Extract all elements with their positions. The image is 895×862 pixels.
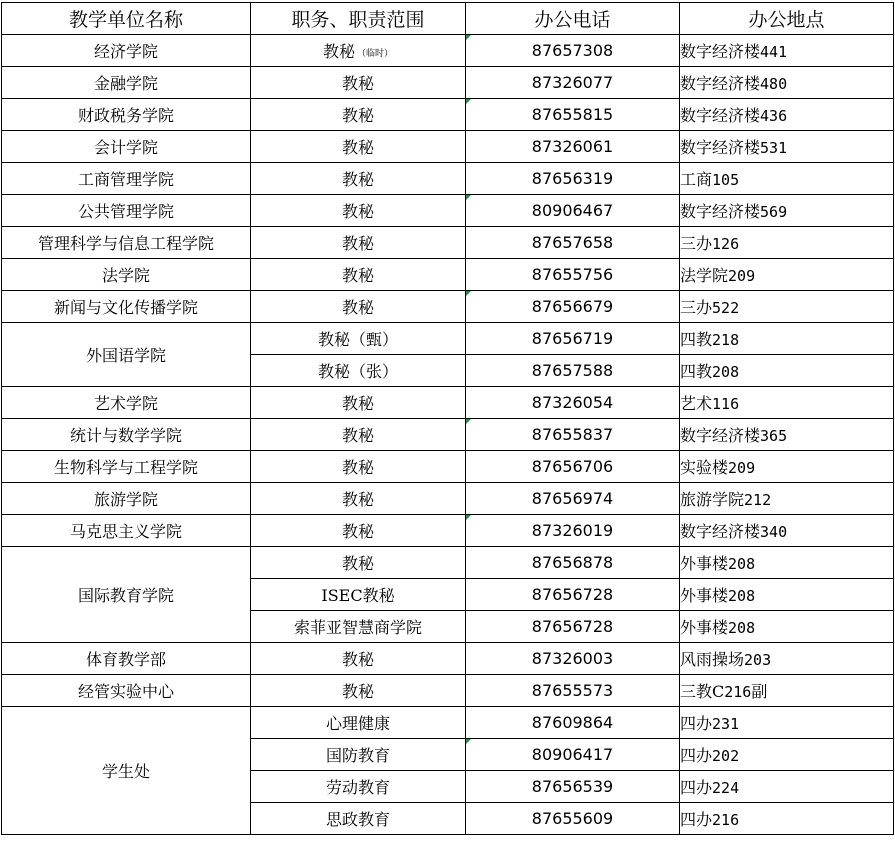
role-cell: 索菲亚智慧商学院 <box>251 611 466 643</box>
location-number: 441 <box>760 43 788 61</box>
role-cell: 教秘 <box>251 227 466 259</box>
unit-cell: 体育教学部 <box>2 643 251 675</box>
location-text: 四办 <box>680 746 713 765</box>
phone-cell: 87655756 <box>466 259 680 291</box>
table-row <box>2 99 894 131</box>
table-row <box>2 387 894 419</box>
location-text: 数字经济楼 <box>680 74 761 93</box>
table-row <box>2 419 894 451</box>
location-text: 四办 <box>680 714 713 733</box>
role-cell: 教秘 <box>251 675 466 707</box>
phone-cell: 87657588 <box>466 355 680 387</box>
location-cell <box>680 483 894 515</box>
location-cell <box>680 515 894 547</box>
unit-cell: 艺术学院 <box>2 387 251 419</box>
location-number: 365 <box>760 427 788 445</box>
location-number: 218 <box>712 331 740 349</box>
location-number: 224 <box>712 779 740 797</box>
unit-cell: 生物科学与工程学院 <box>2 451 251 483</box>
location-text: 旅游学院 <box>680 490 745 509</box>
role-cell: 教秘 <box>251 195 466 227</box>
location-cell <box>680 195 894 227</box>
unit-cell: 工商管理学院 <box>2 163 251 195</box>
role-cell <box>251 35 466 67</box>
location-cell <box>680 67 894 99</box>
location-cell <box>680 579 894 611</box>
location-text: 数字经济楼 <box>680 426 761 445</box>
unit-cell: 经济学院 <box>2 35 251 67</box>
phone-cell: 87656719 <box>466 323 680 355</box>
role-cell: 思政教育 <box>251 803 466 835</box>
location-number: 212 <box>744 491 772 509</box>
table-row <box>2 451 894 483</box>
unit-cell: 会计学院 <box>2 131 251 163</box>
phone-cell: 87657308 <box>466 35 680 67</box>
phone-cell: 87656878 <box>466 547 680 579</box>
location-text: 三办 <box>680 298 713 317</box>
phone-cell: 87656679 <box>466 291 680 323</box>
unit-cell: 法学院 <box>2 259 251 291</box>
table-row <box>2 195 894 227</box>
location-text: 工商 <box>680 170 713 189</box>
unit-cell: 统计与数学学院 <box>2 419 251 451</box>
location-number: 208 <box>728 587 756 605</box>
location-number: 569 <box>760 203 788 221</box>
header-location: 办公地点 <box>680 3 894 35</box>
unit-cell: 金融学院 <box>2 67 251 99</box>
table-row <box>2 291 894 323</box>
header-unit: 教学单位名称 <box>2 3 251 35</box>
table-row <box>2 675 894 707</box>
location-number: 522 <box>712 299 740 317</box>
phone-cell: 87655837 <box>466 419 680 451</box>
role-cell: 教秘 <box>251 291 466 323</box>
location-text: 四教 <box>680 362 713 381</box>
unit-cell: 公共管理学院 <box>2 195 251 227</box>
role-cell: 教秘 <box>251 387 466 419</box>
role-note: （临时） <box>357 49 394 59</box>
unit-cell: 外国语学院 <box>2 323 251 387</box>
location-cell <box>680 99 894 131</box>
role-cell: 劳动教育 <box>251 771 466 803</box>
location-cell <box>680 803 894 835</box>
table-row <box>2 643 894 675</box>
location-text: 外事楼 <box>680 554 729 573</box>
role-cell: 教秘 <box>251 515 466 547</box>
phone-cell: 87656728 <box>466 611 680 643</box>
role-text: 教秘 <box>322 42 355 61</box>
location-number: 480 <box>760 75 788 93</box>
location-cell <box>680 323 894 355</box>
role-cell: 国防教育 <box>251 739 466 771</box>
unit-cell: 学生处 <box>2 707 251 835</box>
phone-cell: 87655573 <box>466 675 680 707</box>
office-contact-table <box>1 2 894 835</box>
phone-cell: 87609864 <box>466 707 680 739</box>
location-cell <box>680 355 894 387</box>
phone-cell: 87657658 <box>466 227 680 259</box>
location-text: 数字经济楼 <box>680 522 761 541</box>
location-text: 数字经济楼 <box>680 202 761 221</box>
location-number: 203 <box>744 651 772 669</box>
location-text: 实验楼 <box>680 458 729 477</box>
table-row <box>2 67 894 99</box>
location-cell <box>680 291 894 323</box>
role-cell: 教秘 <box>251 451 466 483</box>
unit-cell: 财政税务学院 <box>2 99 251 131</box>
role-cell: 教秘 <box>251 163 466 195</box>
location-number: 126 <box>712 235 740 253</box>
role-cell: 教秘 <box>251 67 466 99</box>
role-cell: 心理健康 <box>251 707 466 739</box>
location-number: 231 <box>712 715 740 733</box>
role-cell: 教秘 <box>251 131 466 163</box>
location-cell <box>680 675 894 707</box>
location-number: 208 <box>728 619 756 637</box>
phone-cell: 87656319 <box>466 163 680 195</box>
phone-cell: 87326019 <box>466 515 680 547</box>
table-row <box>2 35 894 67</box>
location-number: 216 <box>712 811 740 829</box>
location-number: 531 <box>760 139 788 157</box>
phone-cell: 87656974 <box>466 483 680 515</box>
phone-cell: 80906467 <box>466 195 680 227</box>
location-cell <box>680 35 894 67</box>
role-cell: 教秘 <box>251 483 466 515</box>
location-text: 三教C <box>680 682 725 701</box>
location-number: 216 <box>724 683 752 701</box>
location-text: 艺术 <box>680 394 713 413</box>
role-cell: 教秘 <box>251 99 466 131</box>
unit-cell: 管理科学与信息工程学院 <box>2 227 251 259</box>
location-number: 209 <box>728 267 756 285</box>
unit-cell: 经管实验中心 <box>2 675 251 707</box>
phone-cell: 87326054 <box>466 387 680 419</box>
table-row <box>2 547 894 579</box>
location-cell <box>680 419 894 451</box>
location-number: 116 <box>712 395 740 413</box>
table-row <box>2 163 894 195</box>
location-suffix: 副 <box>751 682 768 701</box>
header-phone: 办公电话 <box>466 3 680 35</box>
phone-cell: 87655815 <box>466 99 680 131</box>
table-row <box>2 483 894 515</box>
location-cell <box>680 131 894 163</box>
role-cell: 教秘 <box>251 547 466 579</box>
location-text: 四办 <box>680 810 713 829</box>
phone-cell: 87326003 <box>466 643 680 675</box>
location-number: 436 <box>760 107 788 125</box>
location-cell <box>680 259 894 291</box>
location-text: 外事楼 <box>680 586 729 605</box>
location-cell <box>680 611 894 643</box>
location-text: 四办 <box>680 778 713 797</box>
location-text: 风雨操场 <box>680 650 745 669</box>
table-row <box>2 323 894 355</box>
location-cell <box>680 387 894 419</box>
location-cell <box>680 739 894 771</box>
table-header <box>2 3 894 35</box>
table-body <box>2 35 894 835</box>
role-cell: 教秘 <box>251 643 466 675</box>
unit-cell: 马克思主义学院 <box>2 515 251 547</box>
phone-cell: 87326061 <box>466 131 680 163</box>
location-text: 数字经济楼 <box>680 106 761 125</box>
location-cell <box>680 707 894 739</box>
location-number: 209 <box>728 459 756 477</box>
location-cell <box>680 771 894 803</box>
phone-cell: 87656728 <box>466 579 680 611</box>
location-text: 四教 <box>680 330 713 349</box>
location-number: 208 <box>728 555 756 573</box>
unit-cell: 国际教育学院 <box>2 547 251 643</box>
phone-cell: 87656706 <box>466 451 680 483</box>
location-text: 外事楼 <box>680 618 729 637</box>
role-cell: 教秘（甄） <box>251 323 466 355</box>
location-cell <box>680 643 894 675</box>
location-number: 208 <box>712 363 740 381</box>
location-text: 法学院 <box>680 266 729 285</box>
location-text: 三办 <box>680 234 713 253</box>
location-text: 数字经济楼 <box>680 42 761 61</box>
role-cell: 教秘 <box>251 259 466 291</box>
header-row <box>2 3 894 35</box>
location-number: 105 <box>712 171 740 189</box>
role-cell: 教秘（张） <box>251 355 466 387</box>
phone-cell: 87326077 <box>466 67 680 99</box>
table-row <box>2 131 894 163</box>
phone-cell: 87655609 <box>466 803 680 835</box>
location-cell <box>680 163 894 195</box>
role-cell: 教秘 <box>251 419 466 451</box>
table-row <box>2 707 894 739</box>
table-row <box>2 227 894 259</box>
location-cell <box>680 451 894 483</box>
location-number: 202 <box>712 747 740 765</box>
location-cell <box>680 227 894 259</box>
header-role: 职务、职责范围 <box>251 3 466 35</box>
location-text: 数字经济楼 <box>680 138 761 157</box>
role-cell: ISEC教秘 <box>251 579 466 611</box>
table-row <box>2 259 894 291</box>
unit-cell: 新闻与文化传播学院 <box>2 291 251 323</box>
unit-cell: 旅游学院 <box>2 483 251 515</box>
location-number: 340 <box>760 523 788 541</box>
table-row <box>2 515 894 547</box>
phone-cell: 87656539 <box>466 771 680 803</box>
phone-cell: 80906417 <box>466 739 680 771</box>
location-cell <box>680 547 894 579</box>
